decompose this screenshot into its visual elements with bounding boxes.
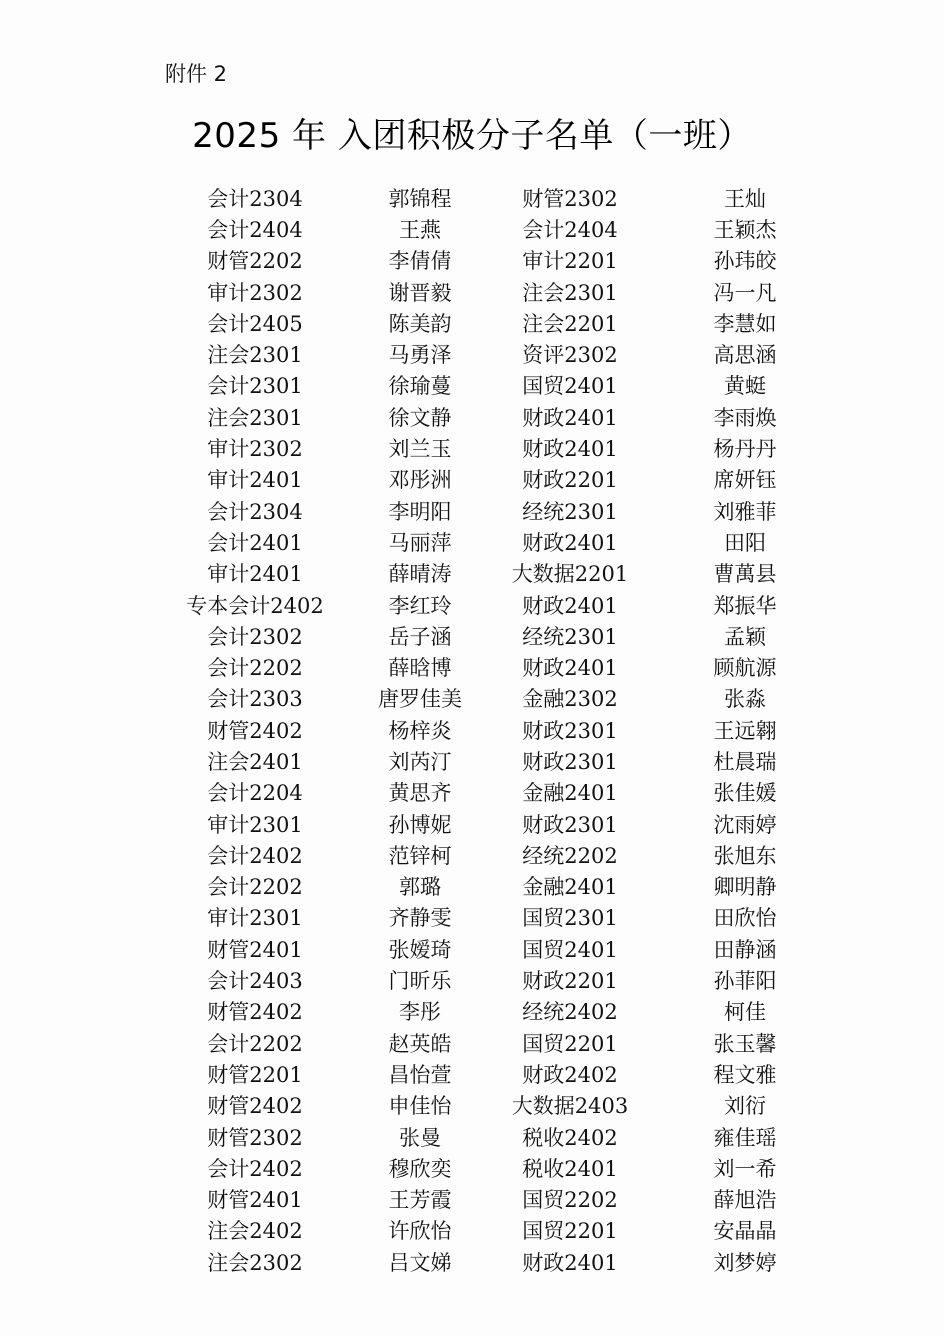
name-left: 申佳怡 [388,1094,452,1119]
name-right: 曹萬县 [713,562,777,587]
name-left: 杨梓炎 [388,718,452,743]
class-right: 大数据2403 [511,1094,629,1119]
class-left: 会计2302 [207,624,303,649]
roster-row [150,683,830,714]
roster-row [150,307,830,338]
name-left: 郭锦程 [388,186,452,211]
roster-row [150,964,830,995]
name-right: 顾航源 [713,656,777,681]
class-right: 经统2402 [522,1000,618,1025]
class-right: 注会2201 [522,311,618,336]
roster-row [150,401,830,432]
class-left: 财管2401 [207,937,303,962]
name-left: 刘芮汀 [388,749,452,774]
name-right: 孟颖 [724,624,766,649]
class-left: 财管2402 [207,1000,303,1025]
name-left: 齐静雯 [388,906,452,931]
name-right: 杜晨瑞 [713,749,777,774]
roster-row [150,777,830,808]
roster-row [150,432,830,463]
roster-row [150,996,830,1027]
roster-row [150,871,830,902]
name-left: 张曼 [399,1125,441,1150]
name-right: 薛旭浩 [713,1188,777,1213]
name-right: 安晶晶 [713,1219,777,1244]
class-left: 会计2401 [207,530,303,555]
roster-row [150,526,830,557]
name-right: 张淼 [724,687,766,712]
name-right: 高思涵 [713,343,777,368]
name-right: 杨丹丹 [713,437,777,462]
class-right: 税收2401 [522,1156,618,1181]
class-left: 审计2301 [207,906,303,931]
class-left: 审计2401 [207,468,303,493]
roster-row [150,651,830,682]
roster-row [150,1121,830,1152]
roster-row [150,1246,830,1277]
name-right: 李慧如 [713,311,777,336]
class-right: 国贸2301 [522,906,618,931]
name-right: 卿明静 [713,875,777,900]
class-left: 专本会计2402 [186,593,324,618]
roster-row [150,370,830,401]
class-left: 会计2402 [207,1156,303,1181]
roster-row [150,464,830,495]
class-right: 财政2401 [522,593,618,618]
class-right: 国贸2201 [522,1219,618,1244]
name-right: 沈雨婷 [713,812,777,837]
class-right: 经统2202 [522,843,618,868]
class-right: 财政2301 [522,812,618,837]
class-right: 国贸2401 [522,937,618,962]
roster-row [150,620,830,651]
class-right: 会计2404 [522,217,618,242]
class-right: 大数据2201 [511,562,629,587]
name-right: 田阳 [724,530,766,555]
roster-row [150,714,830,745]
class-right: 经统2301 [522,624,618,649]
class-left: 财管2201 [207,1062,303,1087]
class-left: 审计2401 [207,562,303,587]
roster-list [150,182,830,1277]
roster-row [150,1184,830,1215]
name-right: 郑振华 [713,593,777,618]
name-left: 吕文娣 [388,1250,452,1275]
roster-row [150,808,830,839]
class-right: 财政2401 [522,405,618,430]
name-right: 黄蜓 [724,374,766,399]
name-left: 唐罗佳美 [378,687,462,712]
roster-row [150,902,830,933]
class-right: 财管2302 [522,186,618,211]
name-right: 张玉馨 [713,1031,777,1056]
class-right: 税收2402 [522,1125,618,1150]
class-left: 注会2401 [207,749,303,774]
name-right: 席妍钰 [713,468,777,493]
class-left: 审计2302 [207,280,303,305]
name-left: 孙博妮 [388,812,452,837]
name-left: 王芳霞 [388,1188,452,1213]
class-left: 审计2302 [207,437,303,462]
roster-row [150,182,830,213]
class-right: 财政2401 [522,437,618,462]
class-right: 财政2201 [522,969,618,994]
roster-row [150,338,830,369]
name-left: 陈美韵 [388,311,452,336]
class-left: 财管2202 [207,249,303,274]
name-left: 张嫒琦 [388,937,452,962]
class-left: 会计2304 [207,186,303,211]
name-right: 孙菲阳 [713,969,777,994]
class-right: 金融2302 [522,687,618,712]
name-left: 黄思齐 [388,781,452,806]
class-left: 注会2302 [207,1250,303,1275]
roster-row [150,213,830,244]
roster-row [150,589,830,620]
name-left: 岳子涵 [388,624,452,649]
name-left: 赵英皓 [388,1031,452,1056]
name-left: 徐瑜蔓 [388,374,452,399]
name-right: 王远翱 [713,718,777,743]
name-left: 邓彤洲 [388,468,452,493]
name-left: 李明阳 [388,499,452,524]
class-left: 财管2302 [207,1125,303,1150]
class-left: 会计2301 [207,374,303,399]
name-left: 穆欣奕 [388,1156,452,1181]
name-right: 王灿 [724,186,766,211]
name-left: 李倩倩 [388,249,452,274]
name-left: 刘兰玉 [388,437,452,462]
name-left: 徐文静 [388,405,452,430]
name-left: 李红玲 [388,593,452,618]
class-right: 财政2401 [522,1250,618,1275]
class-right: 金融2401 [522,875,618,900]
roster-row [150,1027,830,1058]
page-title: 2025 年 入团积极分子名单（一班） [192,116,752,156]
name-right: 程文雅 [713,1062,777,1087]
class-left: 财管2402 [207,1094,303,1119]
class-left: 会计2405 [207,311,303,336]
class-right: 国贸2201 [522,1031,618,1056]
roster-row [150,1152,830,1183]
roster-row [150,1090,830,1121]
annex-label: 附件 2 [165,62,228,86]
name-right: 冯一凡 [713,280,777,305]
name-right: 张旭东 [713,843,777,868]
name-left: 马勇泽 [388,343,452,368]
class-left: 注会2301 [207,405,303,430]
class-left: 会计2202 [207,656,303,681]
roster-row [150,495,830,526]
name-left: 昌怡萱 [388,1062,452,1087]
roster-row [150,276,830,307]
name-left: 郭璐 [399,875,441,900]
name-right: 王颖杰 [713,217,777,242]
class-right: 注会2301 [522,280,618,305]
class-right: 财政2301 [522,749,618,774]
name-right: 柯佳 [724,1000,766,1025]
roster-row [150,1058,830,1089]
class-right: 财政2301 [522,718,618,743]
class-left: 会计2303 [207,687,303,712]
name-right: 孙玮皎 [713,249,777,274]
class-left: 注会2402 [207,1219,303,1244]
name-left: 王燕 [399,217,441,242]
name-right: 李雨焕 [713,405,777,430]
class-right: 资评2302 [522,343,618,368]
class-left: 会计2402 [207,843,303,868]
name-left: 谢晋毅 [388,280,452,305]
name-left: 许欣怡 [388,1219,452,1244]
name-left: 马丽萍 [388,530,452,555]
name-right: 刘雅菲 [713,499,777,524]
class-left: 会计2202 [207,875,303,900]
class-right: 金融2401 [522,781,618,806]
class-left: 财管2402 [207,718,303,743]
roster-row [150,933,830,964]
class-right: 审计2201 [522,249,618,274]
roster-row [150,745,830,776]
class-right: 财政2401 [522,656,618,681]
name-right: 刘一希 [713,1156,777,1181]
roster-row [150,245,830,276]
class-left: 会计2304 [207,499,303,524]
name-right: 田欣怡 [713,906,777,931]
name-right: 雍佳瑶 [713,1125,777,1150]
name-left: 范锌柯 [388,843,452,868]
name-right: 刘衍 [724,1094,766,1119]
class-left: 会计2204 [207,781,303,806]
class-left: 会计2403 [207,969,303,994]
name-right: 张佳媛 [713,781,777,806]
name-left: 门昕乐 [388,969,452,994]
class-right: 国贸2401 [522,374,618,399]
class-right: 经统2301 [522,499,618,524]
name-left: 李彤 [399,1000,441,1025]
class-right: 财政2402 [522,1062,618,1087]
roster-row [150,839,830,870]
roster-row [150,1215,830,1246]
class-right: 财政2401 [522,530,618,555]
class-right: 国贸2202 [522,1188,618,1213]
class-left: 会计2404 [207,217,303,242]
class-left: 审计2301 [207,812,303,837]
class-left: 注会2301 [207,343,303,368]
roster-row [150,558,830,589]
class-left: 财管2401 [207,1188,303,1213]
name-right: 田静涵 [713,937,777,962]
class-left: 会计2202 [207,1031,303,1056]
name-left: 薛晴涛 [388,562,452,587]
class-right: 财政2201 [522,468,618,493]
name-left: 薛晗博 [388,656,452,681]
name-right: 刘梦婷 [713,1250,777,1275]
